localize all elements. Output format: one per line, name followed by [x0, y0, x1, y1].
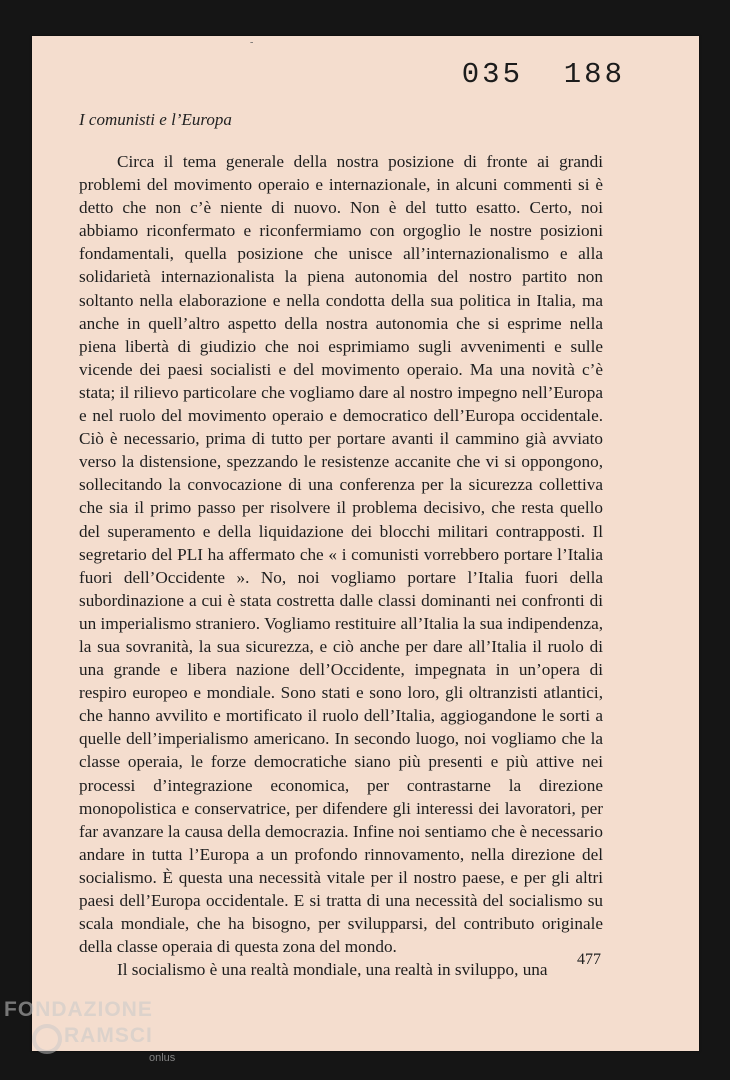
paragraph-1: Circa il tema generale della nostra posizione di fronte ai grandi problemi del movimento operaio e internazionale, in alcuni commenti si è detto che non c’è niente di nuovo. Non è del tutto esatto. Certo, noi abbiamo riconfermato e riconfermiamo con orgoglio le nostre posizioni fondamentali, quella posizione che unisce all’internazionalismo e alla solidarietà internazionalista la piena autonomia del nostro partito non soltanto nella elaborazione e nella condotta della sua politica in Italia, ma anche in quell’altro aspetto della nostra autonomia che si esprime nella piena libertà di giudizio che noi esprimiamo sugli avvenimenti e sulle vicende dei paesi socialisti e del movimento operaio. Ma una novità c’è stata; il rilievo particolare che vogliamo dare al nostro impegno nell’Europa e nel ruolo del movimento operaio e democratico dell’Europa occidentale. Ciò è necessario, prima di tutto per portare avanti il cammino già avviato verso la distensione, spezzando le resistenze accanite che vi si oppongono, sollecitando la convocazione di una conferenza per la sicurezza collettiva che sia il primo passo per risolvere il problema decisivo, che resta quello del superamento e della liquidazione dei blocchi militari contrapposti. Il segretario del PLI ha affermato che « i comunisti vorrebbero portare l’Italia fuori dell’Occidente ». No, noi vogliamo portare l’Italia fuori della subordinazione a cui è stata costretta dalle classi dominanti nei confronti di un imperialismo straniero. Vogliamo restituire all’Italia la sua indipendenza, la sua sovranità, la sua sicurezza, e ciò anche per dare all’Italia il ruolo di una grande e libera nazione dell’Occidente, impegnata in un’opera di respiro europeo e mondiale. Sono stati e sono loro, gli oltranzisti atlantici, che hanno avvilito e mortificato il ruolo dell’Italia, aggiogandone le sorti a quelle dell’imperialismo americano. In secondo luogo, noi vogliamo che la classe operaia, le forze democratiche siano più presenti e più attive nei processi d’integrazione economica, per contrastarne la direzione monopolistica e conservatrice, per difendere gli interessi dei lavoratori, per far avanzare la causa della democrazia. Infine noi sentiamo che è necessario andare in tutta l’Europa a un profondo rinnovamento, nella direzione del socialismo. È questa una necessità vitale per il nostro paese, e per gli altri paesi dell’Europa occidentale. E si tratta di una necessità del socialismo su scala mondiale, che ha bisogno, per svilupparsi, del contributo originale della classe operaia di questa zona del mondo. [79, 152, 603, 957]
watermark-line-3: onlus [149, 1052, 176, 1064]
page-mark: - [250, 37, 254, 48]
section-title: I comunisti e l’Europa [79, 110, 232, 129]
body-text [79, 150, 603, 981]
page-number: 477 [577, 951, 601, 968]
paragraph-2: Il socialismo è una realtà mondiale, una realtà in sviluppo, una [117, 960, 548, 980]
document-page [32, 36, 699, 1051]
watermark-line-2: RAMSCI [64, 1024, 153, 1047]
foundation-watermark [4, 998, 194, 1080]
archive-number: 035 188 [461, 58, 625, 91]
watermark-line-1: FONDAZIONE [4, 998, 153, 1021]
watermark-g-icon [32, 1024, 62, 1054]
